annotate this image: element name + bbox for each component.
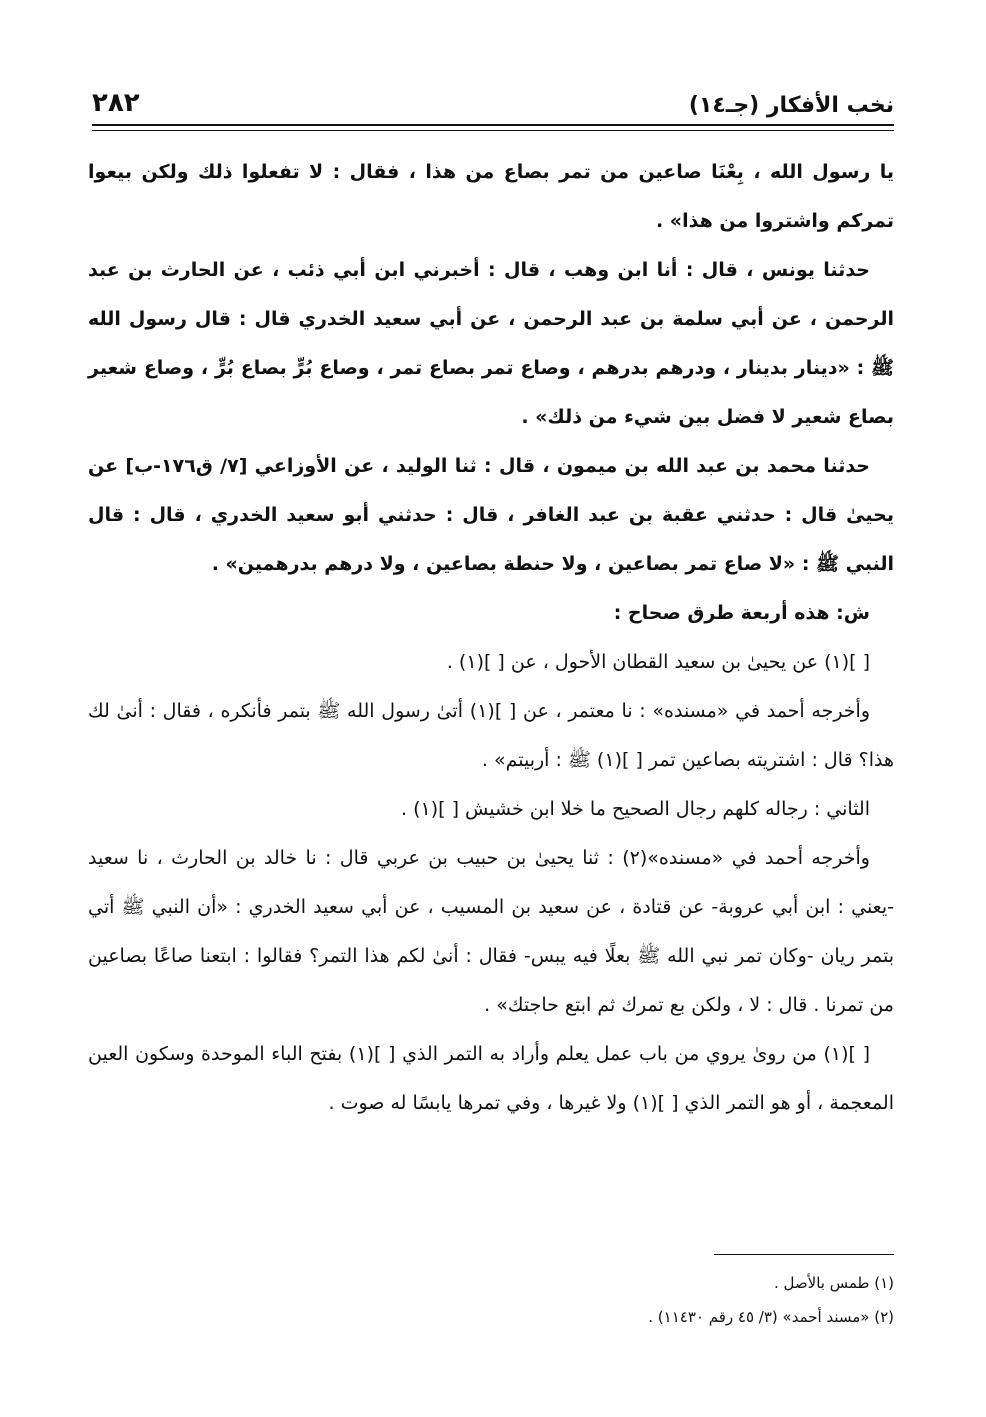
paragraph: وأخرجه أحمد في «مسنده»(٢) : ثنا يحيىٰ بن حبيب بن عربي قال : نا خالد بن الحارث ، نا سعيد -يعني : ابن أبي عروبة- عن قتادة ، عن سعيد بن المسيب ، عن أبي سعيد الخدري : «أن النبي ﷺ أتي بتمر ريان -وكان تمر نبي الله ﷺ بعلًا فيه يبس- فقال : أنىٰ لكم هذا التمر؟ فقالوا : ابتعنا صاعًا بصاعين من تمرنا . قال : لا ، ولكن بع تمرك ثم ابتع حاجتك» . [88,847,894,1016]
paragraph: حدثنا محمد بن عبد الله بن ميمون ، قال : ثنا الوليد ، عن الأوزاعي [٧/ ق١٧٦-ب] عن يحيىٰ قال : حدثني عقبة بن عبد الغافر ، قال : حدثني أبو سعيد الخدري ، قال : قال النبي ﷺ : «لا صاع تمر بصاعين ، ولا حنطة بصاعين ، ولا درهم بدرهمين» . [88,455,894,575]
footnote: (٢) «مسند أحمد» (٣/ ٤٥ رقم ١١٤٣٠) . [648,1308,894,1326]
paragraph: ش: هذه أربعة طرق صحاح : [613,602,870,624]
paragraph: وأخرجه أحمد في «مسنده» : نا معتمر ، عن [ ](١) أتىٰ رسول الله ﷺ بتمر فأنكره ، فقال : أنىٰ لك هذا؟ قال : اشتريته بصاعين تمر [ ](١) ﷺ : أربيتم» . [88,700,894,771]
header-rule-thin [92,130,894,131]
page-number: ٢٨٢ [92,88,140,118]
page-header [92,82,894,118]
paragraph: الثاني : رجاله كلهم رجال الصحيح ما خلا ابن خشيش [ ](١) . [401,798,870,820]
paragraph: حدثنا يونس ، قال : أنا ابن وهب ، قال : أخبرني ابن أبي ذئب ، عن الحارث بن عبد الرحمن ، عن أبي سلمة بن عبد الرحمن ، عن أبي سعيد الخدري قال : قال رسول الله ﷺ : «دينار بدينار ، ودرهم بدرهم ، وصاع تمر بصاع تمر ، وصاع بُرٍّ بصاع بُرٍّ ، وصاع شعير بصاع شعير لا فضل بين شيء من ذلك» . [88,259,894,428]
paragraph: [ ](١) عن يحيىٰ بن سعيد القطان الأحول ، عن [ ](١) . [446,651,870,673]
paragraph: يا رسول الله ، بِعْنَا صاعين من تمر بصاع من هذا ، فقال : لا تفعلوا ذلك ولكن بيعوا تمركم واشتروا من هذا» . [88,161,894,232]
main-text [88,148,894,1128]
running-title: نخب الأفكار (جـ١٤) [688,93,894,118]
header-rule [92,124,894,126]
footnote: (١) طمس بالأصل . [774,1274,894,1292]
footnote-separator [714,1254,894,1255]
paragraph: [ ](١) من روىٰ يروي من باب عمل يعلم وأراد به التمر الذي [ ](١) بفتح الباء الموحدة وسكون العين المعجمة ، أو هو التمر الذي [ ](١) ولا غيرها ، وفي تمرها يابسًا له صوت . [88,1043,894,1114]
footnotes [88,1266,894,1334]
